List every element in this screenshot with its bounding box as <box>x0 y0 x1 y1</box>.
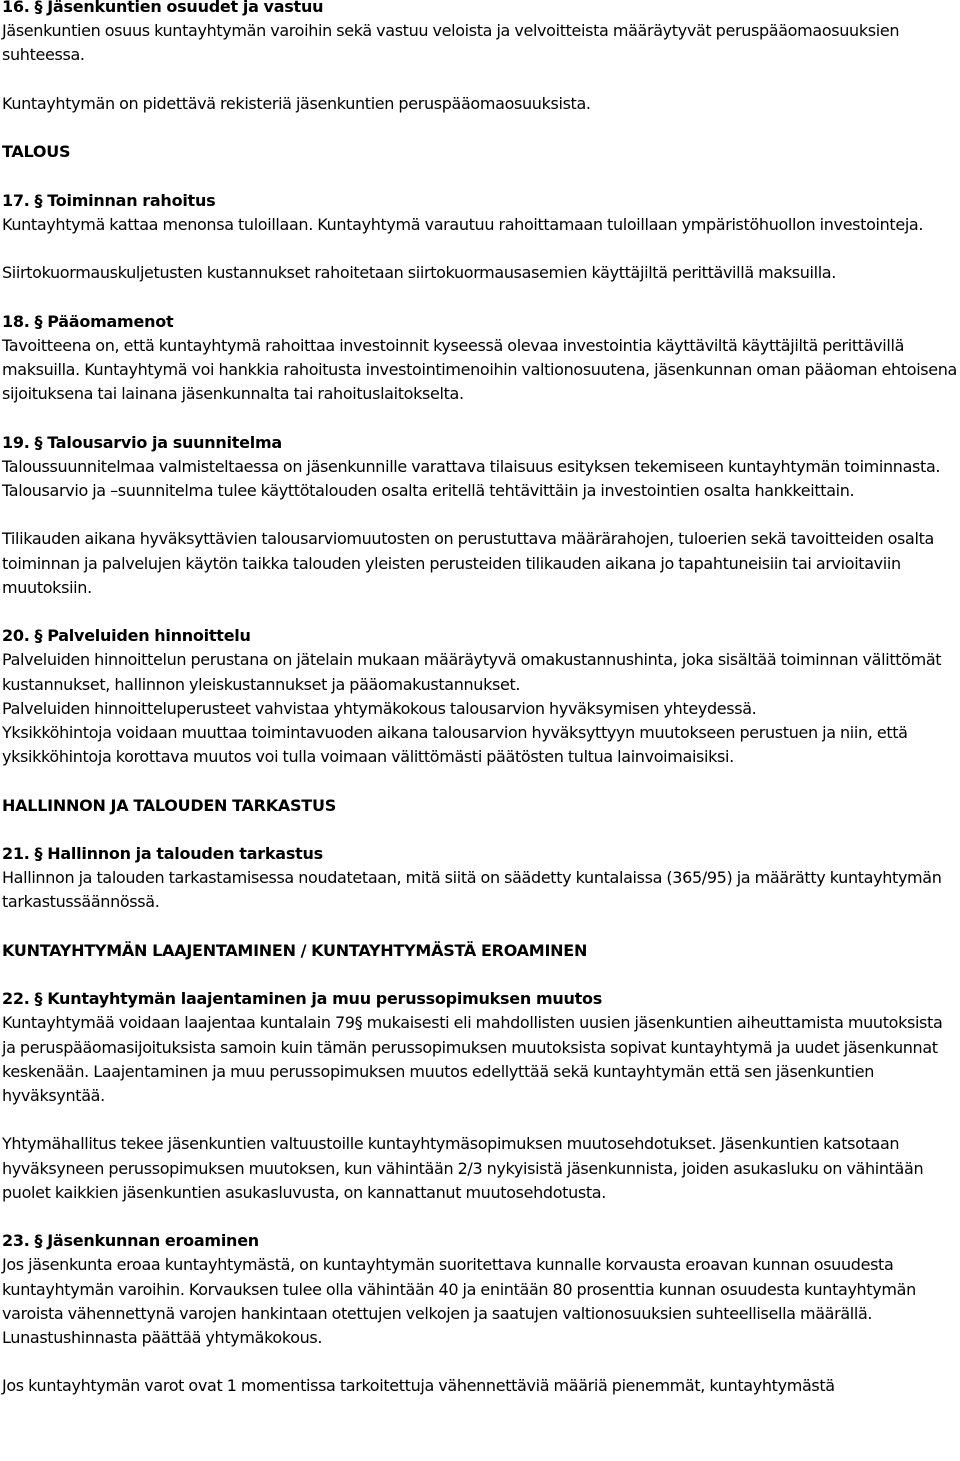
section-title: Kuntayhtymän laajentaminen ja muu perussopimuksen muutos <box>47 989 603 1009</box>
section-title: Palveluiden hinnoittelu <box>47 626 251 646</box>
section-17-paragraph-1: Kuntayhtymä kattaa menonsa tuloillaan. Kuntayhtymä varautuu rahoittamaan tuloillaan ympäristöhuollon investointeja. <box>2 214 924 234</box>
section-number: 20. <box>2 626 30 646</box>
section-18-paragraph-1: Tavoitteena on, että kuntayhtymä rahoittaa investoinnit kyseessä olevaa investointia käyttäviltä käyttäjiltä perittävillä maksuilla. Kuntayhtymä voi hankkia rahoitusta investointimenoihin valtionosuutena, jäsenkunnan oman pääoman ehtoisena sijoituksena tai lainana jäsenkunnalta tai rahoituslaitokselta. <box>2 335 958 404</box>
section-20-heading <box>2 624 960 648</box>
section-title: Talousarvio ja suunnitelma <box>47 432 282 452</box>
section-17-paragraph-2: Siirtokuormauskuljetusten kustannukset rahoitetaan siirtokuormausasemien käyttäjiltä perittävillä maksuilla. <box>2 263 836 283</box>
heading-tarkastus: HALLINNON JA TALOUDEN TARKASTUS <box>2 795 336 815</box>
section-19-paragraph-1: Taloussuunnitelmaa valmisteltaessa on jäsenkunnille varattava tilaisuus esityksen tekemiseen kuntayhtymän toiminnasta. Talousarvio ja –suunnitelma tulee käyttötalouden osalta eritellä tehtävittäin ja investointien osalta hankkeittain. <box>2 456 941 500</box>
section-22-paragraph-1: Kuntayhtymää voidaan laajentaa kuntalain 79§ mukaisesti eli mahdollisten uusien jäsenkuntien aiheuttamista muutoksista ja peruspääomasijoituksista samoin kuin tämän perussopimuksen muutoksista sopivat kuntayhtymä ja uudet jäsenkunnat keskenään. Laajentaminen ja muu perussopimuksen muutos edellyttää sekä kuntayhtymän että sen jäsenkuntien hyväksyntää. <box>2 1013 943 1105</box>
section-20-paragraph-1: Palveluiden hinnoittelun perustana on jätelain mukaan määräytyvä omakustannushinta, joka sisältää toiminnan välittömät kustannukset, hallinnon yleiskustannukset ja pääomakustannukset. <box>2 650 942 694</box>
section-number: 22. <box>2 989 30 1009</box>
section-title: Jäsenkuntien osuudet ja vastuu <box>47 0 324 16</box>
section-20-paragraph-3: Yksikköhintoja voidaan muuttaa toimintavuoden aikana talousarvion hyväksyttyyn muutokseen perustuen ja niin, että yksikköhintoja korottava muutos voi tulla voimaan välittömästi päätösten tultua lainvoimaisiksi. <box>2 722 908 767</box>
heading-talous: TALOUS <box>2 142 71 162</box>
section-number: 16. <box>2 0 30 16</box>
section-title: Toiminnan rahoitus <box>47 190 216 210</box>
section-sign: § <box>34 432 43 452</box>
section-16-heading <box>2 0 960 19</box>
section-title: Pääomamenot <box>47 311 174 331</box>
heading-laajentaminen: KUNTAYHTYMÄN LAAJENTAMINEN / KUNTAYHTYMÄSTÄ EROAMINEN <box>2 940 588 960</box>
section-20-paragraph-2: Palveluiden hinnoitteluperusteet vahvistaa yhtymäkokous talousarvion hyväksymisen yhteydessä. <box>2 698 757 718</box>
section-number: 18. <box>2 311 30 331</box>
section-16-paragraph-2: Kuntayhtymän on pidettävä rekisteriä jäsenkuntien peruspääomaosuuksista. <box>2 93 591 113</box>
section-sign: § <box>34 626 43 646</box>
section-sign: § <box>34 190 43 210</box>
section-sign: § <box>34 0 43 16</box>
document-page <box>2 0 960 1399</box>
section-21-paragraph-1: Hallinnon ja talouden tarkastamisessa noudatetaan, mitä siitä on säädetty kuntalaissa (365/95) ja määrätty kuntayhtymän tarkastussäännössä. <box>2 868 942 912</box>
section-title: Jäsenkunnan eroaminen <box>47 1231 259 1251</box>
section-number: 19. <box>2 432 30 452</box>
section-17-heading <box>2 189 960 213</box>
section-number: 23. <box>2 1231 30 1251</box>
section-18-heading <box>2 310 960 334</box>
section-sign: § <box>34 843 43 863</box>
section-sign: § <box>34 311 43 331</box>
section-23-paragraph-2: Jos kuntayhtymän varot ovat 1 momentissa tarkoitettuja vähennettäviä määriä pienemmät, kuntayhtymästä <box>2 1376 835 1396</box>
section-title: Hallinnon ja talouden tarkastus <box>47 843 323 863</box>
section-16-paragraph-1: Jäsenkuntien osuus kuntayhtymän varoihin sekä vastuu veloista ja velvoitteista määräytyvät peruspääomaosuuksien suhteessa. <box>2 21 900 65</box>
section-19-paragraph-2: Tilikauden aikana hyväksyttävien talousarviomuutosten on perustuttava määrärahojen, tuloerien sekä tavoitteiden osalta toiminnan ja palvelujen käytön taikka talouden yleisten perusteiden tilikauden aikana jo tapahtuneisiin tai arvioitaviin muutoksiin. <box>2 529 934 597</box>
section-19-heading <box>2 431 960 455</box>
section-22-heading <box>2 987 960 1011</box>
section-sign: § <box>34 989 43 1009</box>
section-23-heading <box>2 1229 960 1253</box>
section-number: 21. <box>2 843 30 863</box>
section-sign: § <box>34 1231 43 1251</box>
section-22-paragraph-2: Yhtymähallitus tekee jäsenkuntien valtuustoille kuntayhtymäsopimuksen muutosehdotukset. Jäsenkuntien katsotaan hyväksyneen perussopimuksen muutoksen, kun vähintään 2/3 nykyisistä jäsenkunnista, joiden asukasluku on vähintään puolet kaikkien jäsenkuntien asukasluvusta, on kannattanut muutosehdotusta. <box>2 1134 924 1202</box>
section-number: 17. <box>2 190 30 210</box>
section-21-heading <box>2 842 960 866</box>
section-23-paragraph-1: Jos jäsenkunta eroaa kuntayhtymästä, on kuntayhtymän suoritettava kunnalle korvausta eroavan kunnan osuudesta kuntayhtymän varoihin. Korvauksen tulee olla vähintään 40 ja enintään 80 prosenttia kunnan osuudesta kuntayhtymän varoista vähennettynä varojen hankintaan otettujen velkojen ja saatujen valtionosuuksien suhteellisella määrällä. Lunastushinnasta päättää yhtymäkokous. <box>2 1255 916 1347</box>
